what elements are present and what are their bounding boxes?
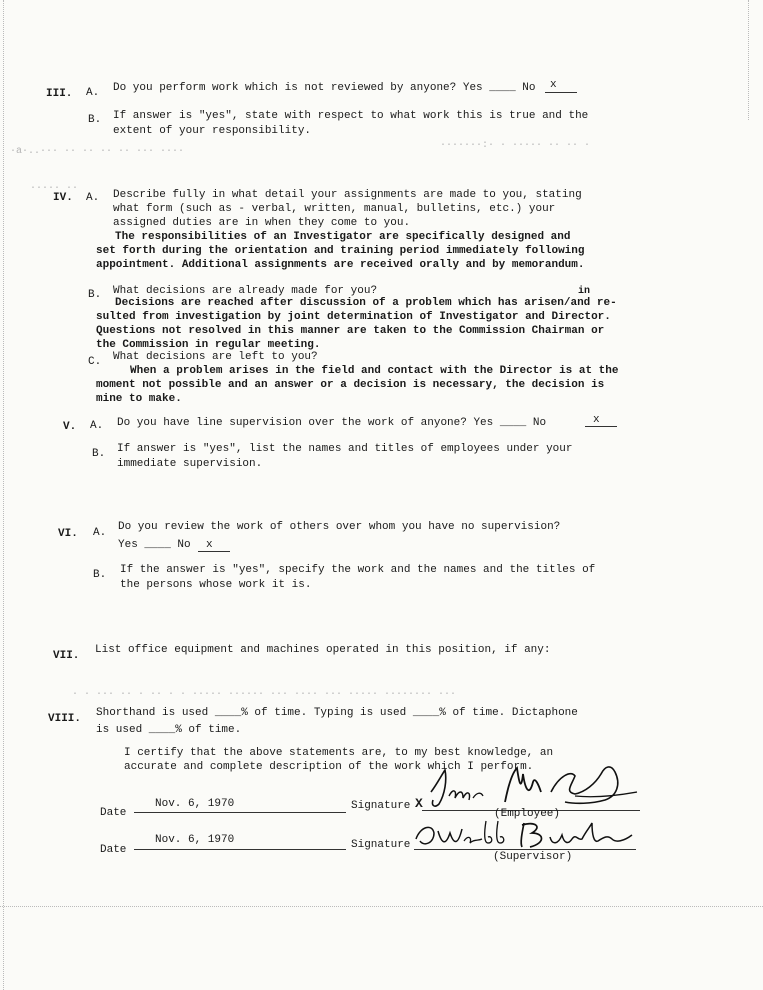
section-iv-c-answer-1: When a problem arises in the field and contact with the Director is at the xyxy=(130,365,619,377)
section-iv-c-answer-2: moment not possible and an answer or a decision is necessary, the decision is xyxy=(96,379,605,391)
supervisor-handwritten-signature xyxy=(412,815,637,855)
supervisor-date-value[interactable]: Nov. 6, 1970 xyxy=(155,834,235,846)
section-iv-b-answer-1: Decisions are reached after discussion of a problem which has arisen/and re- xyxy=(115,297,617,309)
supervisor-signature-label: Signature xyxy=(351,839,411,851)
section-vii-number: VII. xyxy=(53,650,80,662)
section-iv-a-line1: Describe fully in what detail your assignments are made to you, stating xyxy=(113,189,582,201)
section-iii-number: III. xyxy=(46,88,73,100)
section-iv-b-letter: B. xyxy=(88,289,102,301)
certify-line2: accurate and complete description of the work which I perform. xyxy=(124,761,534,773)
section-iv-c-answer-3: mine to make. xyxy=(96,393,182,405)
section-iv-b-answer-2: sulted from investigation by joint determination of Investigator and Director. xyxy=(96,311,611,323)
supervisor-date-line xyxy=(134,849,346,850)
section-v-a-letter: A. xyxy=(90,420,104,432)
employee-role-label: (Employee) xyxy=(494,808,561,820)
bleed-through-2: ·······:· · ····· ·· ·· · xyxy=(440,140,591,151)
section-vi-b-line1: If the answer is "yes", specify the work and the names and the titles of xyxy=(120,564,596,576)
section-iv-a-line3: assigned duties are in when they come to you. xyxy=(113,217,411,229)
section-vii-text: List office equipment and machines operated in this position, if any: xyxy=(95,644,551,656)
section-iv-a-answer-3: appointment. Additional assignments are received orally and by memorandum. xyxy=(96,259,585,271)
section-iv-a-letter: A. xyxy=(86,192,100,204)
section-iv-number: IV. xyxy=(53,192,73,204)
section-iv-b-question: What decisions are already made for you? xyxy=(113,285,378,297)
employee-signature-label: Signature xyxy=(351,800,411,812)
section-iv-b-answer-4: the Commission in regular meeting. xyxy=(96,339,321,351)
section-iv-b-insert-in: in xyxy=(578,286,591,297)
section-iii-b-line1: If answer is "yes", state with respect to what work this is true and the xyxy=(113,110,589,122)
employee-date-value[interactable]: Nov. 6, 1970 xyxy=(155,798,235,810)
section-iv-b-answer-3: Questions not resolved in this manner are taken to the Commission Chairman or xyxy=(96,325,605,337)
section-v-a-question: Do you have line supervision over the work of anyone? Yes ____ No xyxy=(117,417,547,429)
section-v-number: V. xyxy=(63,421,77,433)
section-viii-number: VIII. xyxy=(48,713,82,725)
employee-date-line xyxy=(134,812,346,813)
section-iv-c-question: What decisions are left to you? xyxy=(113,351,318,363)
section-iii-a-no-blank[interactable] xyxy=(545,92,577,93)
section-iv-a-answer-2: set forth during the orientation and training period immediately following xyxy=(96,245,585,257)
section-v-a-no-blank[interactable] xyxy=(585,426,617,427)
scan-right-edge xyxy=(748,0,749,120)
section-vi-a-line1: Do you review the work of others over whom you have no supervision? xyxy=(118,521,561,533)
section-vi-number: VI. xyxy=(58,528,78,540)
section-iii-a-letter: A. xyxy=(86,87,100,99)
section-vi-a-letter: A. xyxy=(93,527,107,539)
section-iii-b-letter: B. xyxy=(88,114,102,126)
section-vi-a-no-blank[interactable] xyxy=(198,551,230,552)
section-v-b-line1: If answer is "yes", list the names and titles of employees under your xyxy=(117,443,573,455)
section-iv-a-answer-1: The responsibilities of an Investigator are specifically designed and xyxy=(115,231,571,243)
supervisor-date-label: Date xyxy=(100,844,127,856)
section-iv-a-line2: what form (such as - verbal, written, manual, bulletins, etc.) your xyxy=(113,203,556,215)
section-viii-line1: Shorthand is used ____% of time. Typing is used ____% of time. Dictaphone xyxy=(96,707,578,719)
section-v-b-letter: B. xyxy=(92,448,106,460)
section-vi-a-line2: Yes ____ No xyxy=(118,539,191,551)
section-vi-b-line2: the persons whose work it is. xyxy=(120,579,312,591)
bleed-through-1: ·a·..··· ·· ·· ·· ·· ··· ···· xyxy=(10,146,185,157)
section-vi-a-no-mark: x xyxy=(206,539,213,551)
certify-line1: I certify that the above statements are, to my best knowledge, an xyxy=(124,747,554,759)
section-vi-b-letter: B. xyxy=(93,569,107,581)
section-iii-b-line2: extent of your responsibility. xyxy=(113,125,312,137)
section-viii-line2: is used ____% of time. xyxy=(96,724,242,736)
section-iii-a-no-mark: x xyxy=(550,79,557,91)
employee-date-label: Date xyxy=(100,807,127,819)
section-v-a-no-mark: x xyxy=(593,414,600,426)
scan-left-edge xyxy=(3,0,4,990)
scan-bottom-edge xyxy=(0,906,763,907)
bleed-through-3: ····· ·· xyxy=(30,183,79,194)
section-v-b-line2: immediate supervision. xyxy=(117,458,263,470)
section-iii-a-question: Do you perform work which is not reviewed by anyone? Yes ____ No xyxy=(113,82,536,94)
employee-signature-x-mark: X xyxy=(415,796,423,811)
supervisor-role-label: (Supervisor) xyxy=(493,851,573,863)
bleed-through-4: · · ··· ·· · ·· · · ····· ······ ··· ···· ··· ····· ········ ··· xyxy=(72,689,457,700)
section-iv-c-letter: C. xyxy=(88,356,102,368)
